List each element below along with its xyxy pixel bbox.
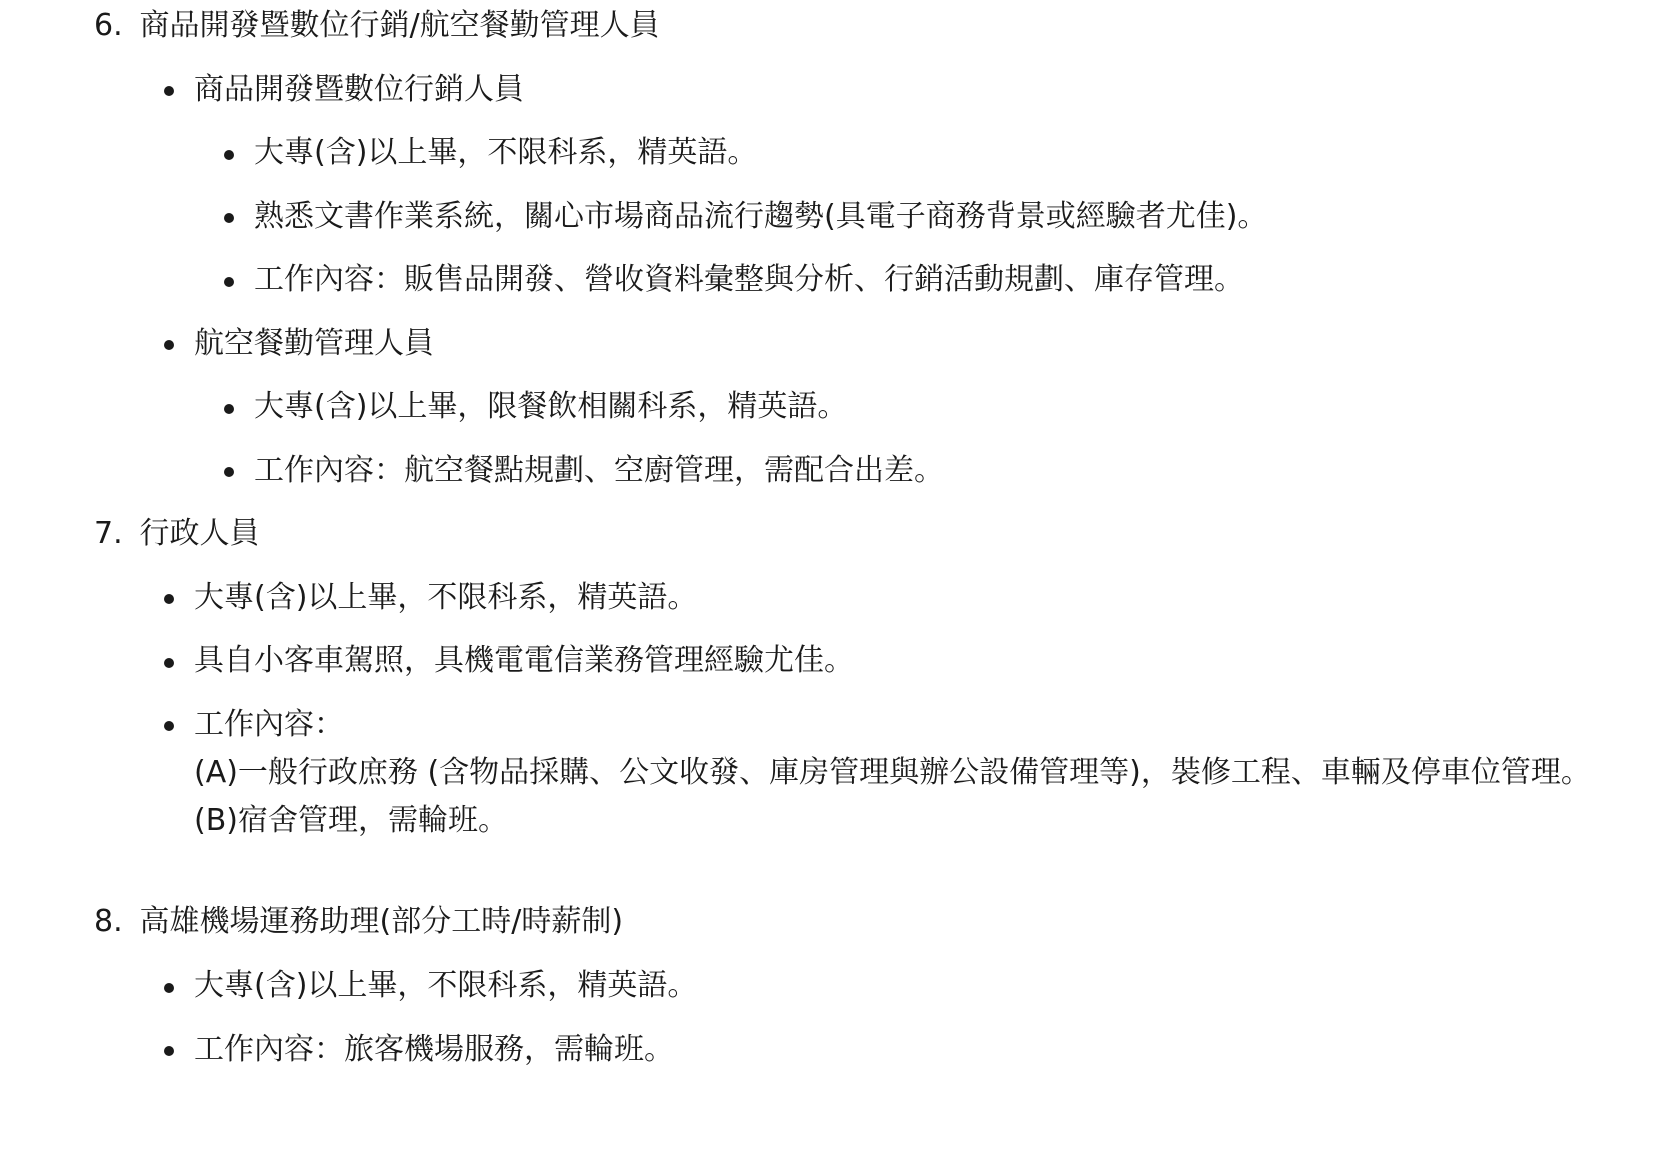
section-title: 行政人員 [139, 516, 260, 551]
bullet-icon [224, 404, 234, 414]
duties-line-b: (B)宿舍管理，需輪班。 [194, 803, 508, 838]
list-item: 大專(含)以上畢，不限科系，精英語。 [194, 580, 698, 615]
bullet-icon [164, 1046, 174, 1056]
bullet-icon [224, 150, 234, 160]
section-8-heading [94, 900, 1654, 944]
section-6-heading [94, 4, 1654, 48]
bullet-icon [164, 594, 174, 604]
bullet-icon [224, 213, 234, 223]
section-number: 8. [94, 904, 123, 939]
section-number: 6. [94, 8, 123, 43]
list-item: 工作內容：航空餐點規劃、空廚管理，需配合出差。 [254, 453, 944, 488]
duties-label: 工作內容： [194, 707, 344, 742]
section-number: 7. [94, 516, 123, 551]
section-title: 商品開發暨數位行銷/航空餐勤管理人員 [139, 8, 660, 43]
list-item: 大專(含)以上畢，限餐飲相關科系，精英語。 [254, 389, 848, 424]
bullet-icon [224, 467, 234, 477]
bullet-icon [164, 658, 174, 668]
list-item: 大專(含)以上畢，不限科系，精英語。 [194, 968, 698, 1003]
bullet-icon [164, 86, 174, 96]
list-item: 工作內容：販售品開發、營收資料彙整與分析、行銷活動規劃、庫存管理。 [254, 262, 1244, 297]
bullet-icon [164, 983, 174, 993]
duties-line-a: (A)一般行政庶務 (含物品採購、公文收發、庫房管理與辦公設備管理等)，裝修工程、車輛及停車位管理。 [194, 755, 1591, 790]
duties-block [194, 701, 1624, 845]
list-item: 工作內容：旅客機場服務，需輪班。 [194, 1032, 674, 1067]
list-item: 具自小客車駕照，具機電電信業務管理經驗尤佳。 [194, 643, 854, 678]
list-item: 大專(含)以上畢，不限科系，精英語。 [254, 135, 758, 170]
group-title: 商品開發暨數位行銷人員 [194, 72, 524, 107]
list-item: 熟悉文書作業系統，關心市場商品流行趨勢(具電子商務背景或經驗者尤佳)。 [254, 199, 1268, 234]
bullet-icon [164, 721, 174, 731]
group-title: 航空餐勤管理人員 [194, 326, 434, 361]
section-7-heading [94, 512, 1654, 556]
bullet-icon [224, 277, 234, 287]
section-title: 高雄機場運務助理(部分工時/時薪制) [139, 904, 624, 939]
bullet-icon [164, 340, 174, 350]
